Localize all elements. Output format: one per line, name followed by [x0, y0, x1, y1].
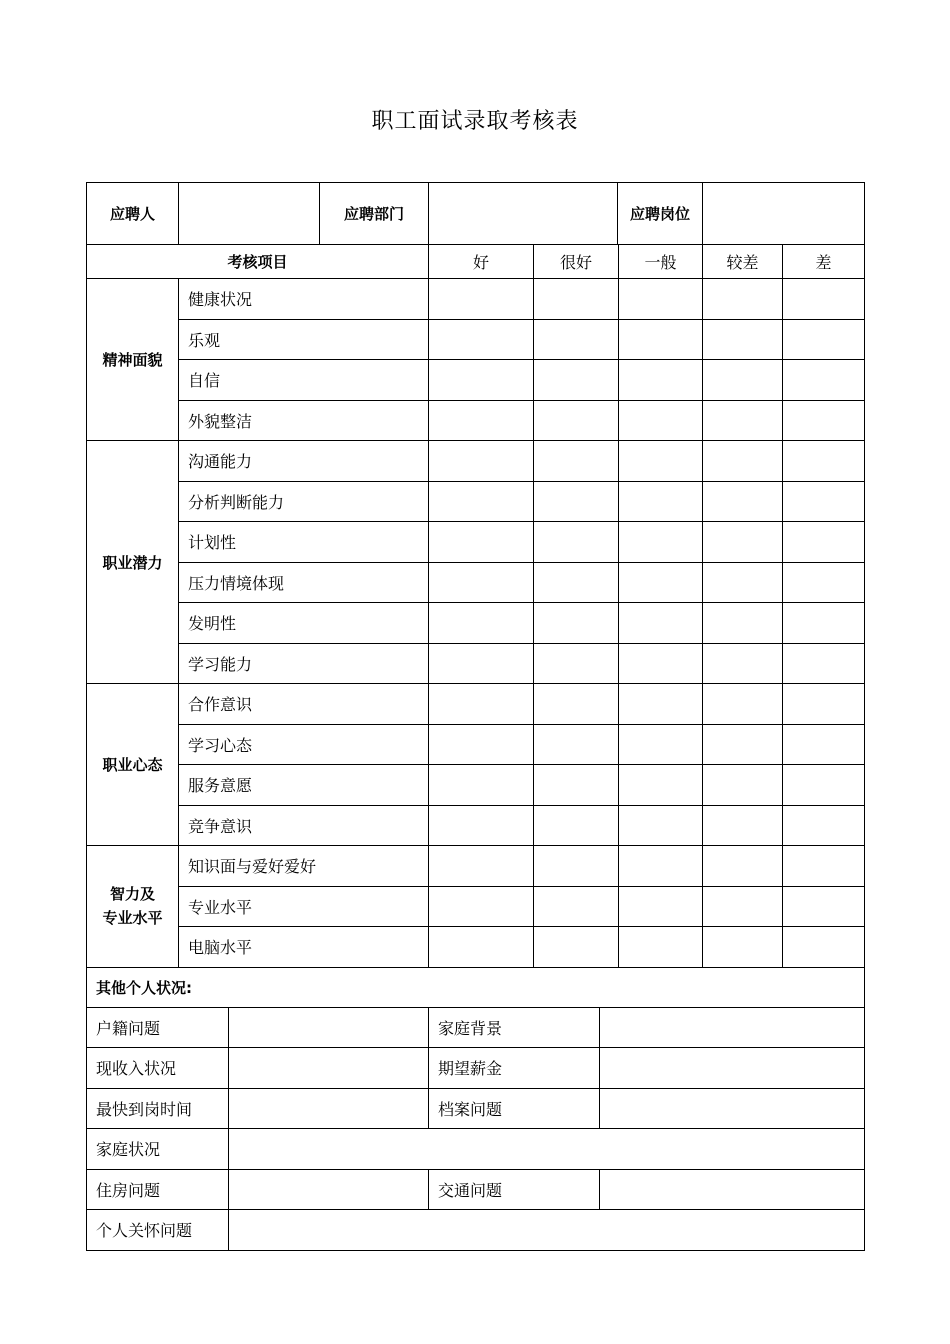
rating-cell[interactable] — [703, 400, 783, 441]
rating-cell[interactable] — [619, 684, 703, 725]
rating-cell[interactable] — [619, 846, 703, 887]
item-label: 自信 — [179, 360, 429, 401]
field-label: 户籍问题 — [87, 1007, 229, 1048]
rating-cell[interactable] — [429, 279, 534, 320]
rating-cell[interactable] — [703, 441, 783, 482]
table-row — [87, 481, 865, 522]
table-row — [87, 927, 865, 968]
rating-cell[interactable] — [783, 724, 865, 765]
applicant-label: 应聘人 — [87, 183, 179, 245]
rating-header-row — [87, 245, 865, 279]
rating-cell[interactable] — [783, 927, 865, 968]
item-label: 分析判断能力 — [179, 481, 429, 522]
rating-cell[interactable] — [429, 319, 534, 360]
field-label: 个人关怀问题 — [87, 1210, 229, 1251]
rating-cell[interactable] — [534, 319, 619, 360]
position-field[interactable] — [703, 183, 865, 245]
rating-bad: 差 — [783, 245, 865, 279]
rating-cell[interactable] — [429, 603, 534, 644]
rating-cell[interactable] — [619, 643, 703, 684]
item-label: 竞争意识 — [179, 805, 429, 846]
rating-cell[interactable] — [429, 927, 534, 968]
rating-cell[interactable] — [429, 724, 534, 765]
rating-cell[interactable] — [619, 400, 703, 441]
rating-cell[interactable] — [703, 319, 783, 360]
other-heading: 其他个人状况: — [87, 967, 865, 1007]
group-label: 职业心态 — [87, 684, 179, 846]
rating-cell[interactable] — [429, 805, 534, 846]
rating-cell[interactable] — [783, 765, 865, 806]
rating-cell[interactable] — [783, 400, 865, 441]
table-row — [87, 1210, 865, 1251]
rating-cell[interactable] — [703, 886, 783, 927]
rating-average: 一般 — [619, 245, 703, 279]
rating-cell[interactable] — [703, 805, 783, 846]
item-label: 电脑水平 — [179, 927, 429, 968]
rating-very-good: 很好 — [534, 245, 619, 279]
field-value[interactable] — [229, 1129, 865, 1170]
item-label: 学习能力 — [179, 643, 429, 684]
field-label: 现收入状况 — [87, 1048, 229, 1089]
rating-cell[interactable] — [783, 603, 865, 644]
rating-cell[interactable] — [534, 886, 619, 927]
table-row — [87, 1129, 865, 1170]
rating-cell[interactable] — [783, 846, 865, 887]
field-label: 家庭背景 — [429, 1007, 600, 1048]
rating-cell[interactable] — [619, 360, 703, 401]
assessment-table — [86, 182, 865, 245]
group-label-line1: 智力及 — [109, 885, 155, 904]
table-row — [87, 1007, 865, 1048]
field-value[interactable] — [229, 1210, 865, 1251]
table-row — [87, 765, 865, 806]
table-row — [87, 279, 865, 320]
rating-cell[interactable] — [534, 360, 619, 401]
table-row — [87, 522, 865, 563]
rating-cell[interactable] — [534, 765, 619, 806]
rating-cell[interactable] — [534, 481, 619, 522]
rating-cell[interactable] — [783, 279, 865, 320]
group-label — [87, 846, 179, 968]
rating-cell[interactable] — [619, 886, 703, 927]
field-label: 交通问题 — [429, 1169, 600, 1210]
header-row — [87, 183, 865, 245]
rating-cell[interactable] — [703, 603, 783, 644]
table-row — [87, 684, 865, 725]
field-value[interactable] — [600, 1169, 865, 1210]
field-label: 期望薪金 — [429, 1048, 600, 1089]
rating-cell[interactable] — [783, 360, 865, 401]
rating-cell[interactable] — [534, 927, 619, 968]
rating-cell[interactable] — [703, 684, 783, 725]
table-row — [87, 886, 865, 927]
rating-cell[interactable] — [619, 765, 703, 806]
item-label: 沟通能力 — [179, 441, 429, 482]
rating-cell[interactable] — [429, 360, 534, 401]
item-label: 乐观 — [179, 319, 429, 360]
table-row — [87, 846, 865, 887]
item-label: 知识面与爱好爱好 — [179, 846, 429, 887]
rating-cell[interactable] — [619, 481, 703, 522]
rating-cell[interactable] — [534, 522, 619, 563]
field-value[interactable] — [600, 1007, 865, 1048]
field-value[interactable] — [600, 1048, 865, 1089]
table-row — [87, 441, 865, 482]
table-row — [87, 400, 865, 441]
rating-cell[interactable] — [534, 441, 619, 482]
rating-cell[interactable] — [783, 522, 865, 563]
rating-cell[interactable] — [703, 724, 783, 765]
rating-cell[interactable] — [534, 846, 619, 887]
department-field[interactable] — [429, 183, 618, 245]
rating-cell[interactable] — [783, 684, 865, 725]
rating-cell[interactable] — [534, 400, 619, 441]
position-label: 应聘岗位 — [618, 183, 703, 245]
field-value[interactable] — [600, 1088, 865, 1129]
rating-cell[interactable] — [783, 441, 865, 482]
rating-cell[interactable] — [534, 643, 619, 684]
field-value[interactable] — [229, 1088, 429, 1129]
rating-cell[interactable] — [783, 643, 865, 684]
rating-cell[interactable] — [429, 765, 534, 806]
item-label: 合作意识 — [179, 684, 429, 725]
rating-cell[interactable] — [619, 927, 703, 968]
rating-cell[interactable] — [619, 603, 703, 644]
rating-cell[interactable] — [619, 724, 703, 765]
rating-cell[interactable] — [429, 886, 534, 927]
rating-cell[interactable] — [619, 805, 703, 846]
rating-cell[interactable] — [429, 481, 534, 522]
rating-cell[interactable] — [429, 522, 534, 563]
table-row — [87, 360, 865, 401]
rating-cell[interactable] — [703, 279, 783, 320]
rating-cell[interactable] — [619, 562, 703, 603]
rating-cell[interactable] — [703, 562, 783, 603]
rating-cell[interactable] — [703, 927, 783, 968]
rating-cell[interactable] — [703, 522, 783, 563]
rating-cell[interactable] — [534, 805, 619, 846]
table-row — [87, 1169, 865, 1210]
field-label: 档案问题 — [429, 1088, 600, 1129]
group-label-line2: 专业水平 — [102, 909, 163, 928]
group-label: 精神面貌 — [87, 279, 179, 441]
other-heading-row — [87, 967, 865, 1007]
table-row — [87, 1088, 865, 1129]
field-value[interactable] — [229, 1169, 429, 1210]
rating-cell[interactable] — [429, 643, 534, 684]
item-label: 发明性 — [179, 603, 429, 644]
item-label: 健康状况 — [179, 279, 429, 320]
rating-cell[interactable] — [783, 805, 865, 846]
table-row — [87, 643, 865, 684]
field-label: 住房问题 — [87, 1169, 229, 1210]
item-label: 计划性 — [179, 522, 429, 563]
field-value[interactable] — [229, 1048, 429, 1089]
item-label: 学习心态 — [179, 724, 429, 765]
rating-cell[interactable] — [429, 684, 534, 725]
rating-cell[interactable] — [429, 846, 534, 887]
group-label: 职业潜力 — [87, 441, 179, 684]
rating-cell[interactable] — [429, 441, 534, 482]
rating-cell[interactable] — [619, 319, 703, 360]
assessment-form — [86, 182, 864, 1251]
field-label: 家庭状况 — [87, 1129, 229, 1170]
rating-cell[interactable] — [619, 279, 703, 320]
rating-cell[interactable] — [429, 562, 534, 603]
rating-poor: 较差 — [703, 245, 783, 279]
rating-cell[interactable] — [783, 481, 865, 522]
other-table — [86, 967, 865, 1251]
item-label: 专业水平 — [179, 886, 429, 927]
rating-cell[interactable] — [534, 279, 619, 320]
table-row — [87, 603, 865, 644]
field-value[interactable] — [229, 1007, 429, 1048]
rating-cell[interactable] — [619, 522, 703, 563]
rating-cell[interactable] — [783, 886, 865, 927]
rating-cell[interactable] — [619, 441, 703, 482]
table-row — [87, 724, 865, 765]
rating-cell[interactable] — [703, 643, 783, 684]
rating-cell[interactable] — [534, 562, 619, 603]
item-label: 服务意愿 — [179, 765, 429, 806]
table-row — [87, 805, 865, 846]
rating-cell[interactable] — [703, 846, 783, 887]
table-row — [87, 319, 865, 360]
rating-cell[interactable] — [534, 724, 619, 765]
table-row — [87, 1048, 865, 1089]
rating-cell[interactable] — [783, 319, 865, 360]
page-title: 职工面试录取考核表 — [371, 109, 579, 134]
rating-cell[interactable] — [534, 684, 619, 725]
item-label: 压力情境体现 — [179, 562, 429, 603]
department-label: 应聘部门 — [320, 183, 429, 245]
rating-cell[interactable] — [703, 765, 783, 806]
field-label: 最快到岗时间 — [87, 1088, 229, 1129]
rating-good: 好 — [429, 245, 534, 279]
rating-cell[interactable] — [534, 603, 619, 644]
rating-cell[interactable] — [783, 562, 865, 603]
rating-cell[interactable] — [429, 400, 534, 441]
rating-cell[interactable] — [703, 481, 783, 522]
item-label: 外貌整洁 — [179, 400, 429, 441]
items-header: 考核项目 — [87, 245, 429, 279]
rating-cell[interactable] — [703, 360, 783, 401]
applicant-field[interactable] — [179, 183, 320, 245]
table-row — [87, 562, 865, 603]
rating-table — [86, 244, 865, 968]
